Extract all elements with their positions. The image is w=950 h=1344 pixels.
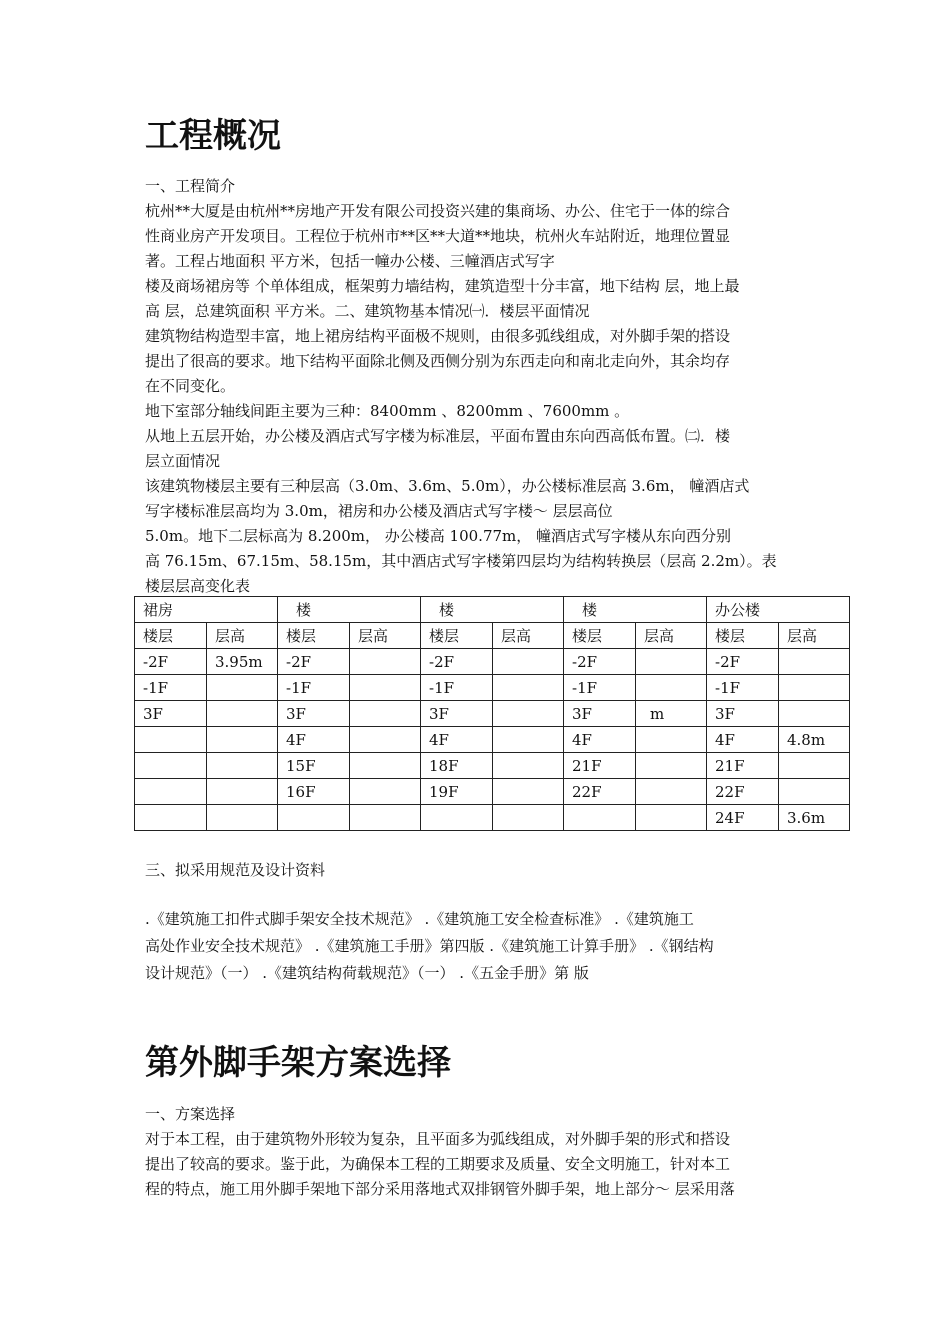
table-cell: 4F [564,727,636,753]
col-header-height: 层高 [207,623,278,649]
table-row [135,753,850,779]
section-title-scaffold: 第外脚手架方案选择 [145,1043,451,1083]
col-header-floor: 楼层 [278,623,350,649]
table-cell: -1F [278,675,350,701]
text-line: 程的特点，施工用外脚手架地下部分采用落地式双排钢管外脚手架，地上部分～ 层采用落 [145,1180,735,1198]
group-header-tower-1: 楼 [278,597,421,623]
table-cell [636,779,707,805]
table-cell [350,727,421,753]
table-cell: -2F [135,649,207,675]
col-header-height: 层高 [350,623,421,649]
table-cell [636,675,707,701]
table-cell: 24F [707,805,779,831]
table-cell [350,649,421,675]
table-cell [207,779,278,805]
scaffold-body [145,1102,813,1202]
text-line: 楼及商场裙房等 个单体组成，框架剪力墙结构，建筑造型十分丰富，地下结构 层，地上最 [145,277,740,295]
table-cell: 19F [421,779,493,805]
table-cell [636,727,707,753]
text-line: 对于本工程，由于建筑物外形较为复杂，且平面多为弧线组成，对外脚手架的形式和搭设 [145,1130,731,1148]
text-line: 高处作业安全技术规范》 .《建筑施工手册》第四版 .《建筑施工计算手册》 .《钢结构 [145,937,714,955]
text-line: 该建筑物楼层主要有三种层高（3.0m、3.6m、5.0m），办公楼标准层高 3.6m， 幢酒店式 [145,477,750,495]
group-header-tower-3: 楼 [564,597,707,623]
table-cell [421,805,493,831]
table-cell [493,649,564,675]
table-cell: 3.6m [779,805,850,831]
text-line: 从地上五层开始，办公楼及酒店式写字楼为标准层，平面布置由东向西高低布置。㈡．楼 [145,427,731,445]
table-cell [207,805,278,831]
table-cell: -1F [421,675,493,701]
table-cell [207,727,278,753]
col-header-height: 层高 [493,623,564,649]
table-cell [278,805,350,831]
col-header-height: 层高 [779,623,850,649]
table-cell [779,675,850,701]
table-cell [350,805,421,831]
text-line: 写字楼标准层高均为 3.0m，裙房和办公楼及酒店式写字楼～ 层层高位 [145,502,613,520]
table-cell [779,649,850,675]
text-line: 一、方案选择 [145,1105,236,1123]
table-cell: -1F [564,675,636,701]
table-cell: -1F [707,675,779,701]
table-subheader-row [135,623,850,649]
text-line: 著。工程占地面积 平方米，包括一幢办公楼、三幢酒店式写字 [145,252,555,270]
text-line: 在不同变化。 [145,377,236,395]
floor-height-table [134,596,850,831]
col-header-floor: 楼层 [707,623,779,649]
table-row [135,701,850,727]
table-cell: -2F [564,649,636,675]
table-cell [350,675,421,701]
text-line: 提出了较高的要求。鉴于此，为确保本工程的工期要求及质量、安全文明施工，针对本工 [145,1155,731,1173]
group-header-tower-2: 楼 [421,597,564,623]
table-cell: 18F [421,753,493,779]
table-cell [207,675,278,701]
text-line: 建筑物结构造型丰富，地上裙房结构平面极不规则，由很多弧线组成，对外脚手架的搭设 [145,327,731,345]
table-cell [493,753,564,779]
text-line: 一、工程简介 [145,177,236,195]
text-line: 性商业房产开发项目。工程位于杭州市**区**大道**地块，杭州火车站附近，地理位置显 [145,227,731,245]
text-line: 高 76.15m、67.15m、58.15m，其中酒店式写字楼第四层均为结构转换层（层高 2.2m）。表 [145,552,777,570]
col-header-floor: 楼层 [421,623,493,649]
table-cell: 3F [707,701,779,727]
table-cell [135,753,207,779]
text-line: 高 层，总建筑面积 平方米。二、建筑物基本情况㈠．楼层平面情况 [145,302,590,320]
overview-body [145,174,813,599]
table-cell: -2F [278,649,350,675]
col-header-floor: 楼层 [564,623,636,649]
table-cell [350,753,421,779]
table-row [135,727,850,753]
table-cell [493,701,564,727]
table-cell [207,753,278,779]
text-line: 层立面情况 [145,452,221,470]
table-cell [779,701,850,727]
standards-list [145,906,813,987]
text-line: .《建筑施工扣件式脚手架安全技术规范》 .《建筑施工安全检查标准》 .《建筑施工 [145,910,694,928]
table-cell [350,701,421,727]
table-row [135,805,850,831]
table-cell [493,675,564,701]
section-title-overview: 工程概况 [145,116,281,156]
table-group-header-row [135,597,850,623]
table-cell: 21F [707,753,779,779]
col-header-height: 层高 [636,623,707,649]
table-cell: -2F [707,649,779,675]
text-line: 提出了很高的要求。地下结构平面除北侧及西侧分别为东西走向和南北走向外，其余均存 [145,352,731,370]
table-cell [564,805,636,831]
table-cell: 15F [278,753,350,779]
table-cell [135,805,207,831]
table-cell [493,779,564,805]
table-cell [135,727,207,753]
table-cell: -1F [135,675,207,701]
table-cell [636,805,707,831]
table-cell: -2F [421,649,493,675]
table-cell [493,805,564,831]
table-cell [636,649,707,675]
table-cell: 3.95m [207,649,278,675]
col-header-floor: 楼层 [135,623,207,649]
table-cell [207,701,278,727]
table-cell: 21F [564,753,636,779]
table-cell: 16F [278,779,350,805]
table-cell [779,753,850,779]
table-cell [493,727,564,753]
text-line: 设计规范》（一） .《建筑结构荷载规范》（一） .《五金手册》第 版 [145,964,589,982]
group-header-podium: 裙房 [135,597,278,623]
table-cell [636,753,707,779]
text-line: 杭州**大厦是由杭州**房地产开发有限公司投资兴建的集商场、办公、住宅于一体的综合 [145,202,731,220]
table-cell: m [636,701,707,727]
standards-heading-block [145,858,813,883]
table-cell [779,779,850,805]
table-cell [135,779,207,805]
standards-heading: 三、拟采用规范及设计资料 [145,861,326,879]
table-cell: 3F [564,701,636,727]
group-header-office: 办公楼 [707,597,850,623]
table-cell: 3F [421,701,493,727]
text-line: 楼层层高变化表 [145,577,251,595]
table-cell: 4.8m [779,727,850,753]
table-cell: 4F [707,727,779,753]
table-cell: 3F [135,701,207,727]
table-row [135,675,850,701]
text-line: 5.0m。地下二层标高为 8.200m， 办公楼高 100.77m， 幢酒店式写字楼从东向西分别 [145,527,732,545]
table-cell: 3F [278,701,350,727]
table-cell [350,779,421,805]
table-cell: 4F [278,727,350,753]
table-cell: 22F [707,779,779,805]
table-cell: 22F [564,779,636,805]
table-row [135,649,850,675]
text-line: 地下室部分轴线间距主要为三种：8400mm 、8200mm 、7600mm 。 [145,402,630,420]
table-cell: 4F [421,727,493,753]
table-row [135,779,850,805]
